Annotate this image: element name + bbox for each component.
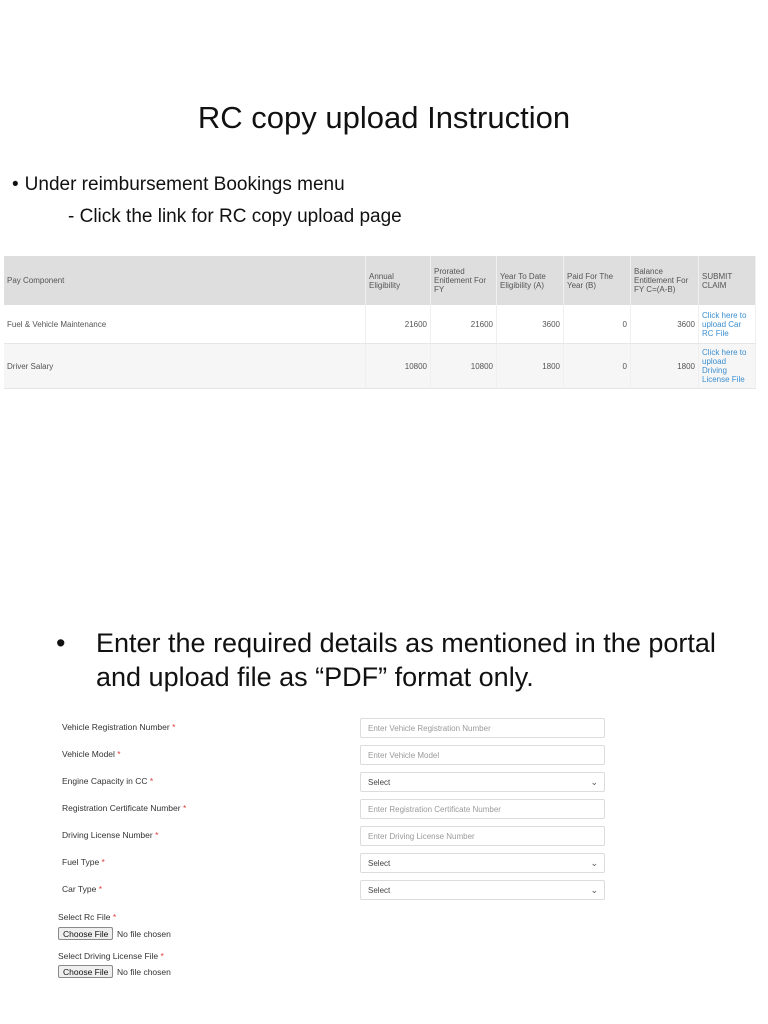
fuel-type-select[interactable]: Select ⌄ [360, 853, 605, 873]
bullet-marker: • [56, 628, 66, 658]
cell-annual-eligibility: 21600 [366, 305, 431, 344]
chevron-down-icon: ⌄ [590, 885, 598, 895]
col-header-paid-for-year: Paid For The Year (B) [564, 256, 631, 305]
cell-ytd-eligibility: 3600 [497, 305, 564, 344]
col-header-pay-component: Pay Component [4, 256, 366, 305]
vehicle-model-label: Vehicle Model * [62, 749, 121, 759]
engine-capacity-label: Engine Capacity in CC * [62, 776, 154, 786]
col-header-balance-entitlement: Balance Entitlement For FY C=(A-B) [631, 256, 699, 305]
rc-file-label: Select Rc File * [58, 912, 117, 922]
cell-pay-component: Driver Salary [4, 344, 366, 389]
registration-certificate-label: Registration Certificate Number * [62, 803, 187, 813]
driving-license-file-label: Select Driving License File * [58, 951, 164, 961]
col-header-annual-eligibility: Annual Eligibility [366, 256, 431, 305]
car-type-select[interactable]: Select ⌄ [360, 880, 605, 900]
choose-rc-file-button[interactable]: Choose File [58, 927, 113, 940]
instruction-text: Under reimbursement Bookings menu [24, 174, 345, 195]
cell-paid-for-year: 0 [564, 305, 631, 344]
instruction-bullet [12, 174, 345, 196]
chevron-down-icon: ⌄ [590, 858, 598, 868]
driving-license-input[interactable]: Enter Driving License Number [360, 826, 605, 846]
cell-prorated-entitlement: 10800 [431, 344, 497, 389]
table-row [4, 305, 756, 344]
upload-instruction-text: Enter the required details as mentioned in the portal and upload file as “PDF” format only. [96, 628, 716, 692]
vehicle-registration-label: Vehicle Registration Number * [62, 722, 176, 732]
registration-certificate-input[interactable]: Enter Registration Certificate Number [360, 799, 605, 819]
form-row-vehicle-model [62, 745, 607, 767]
col-header-prorated-entitlement: Prorated Enitlement For FY [431, 256, 497, 305]
car-type-label: Car Type * [62, 884, 103, 894]
rc-file-status: No file chosen [117, 929, 171, 939]
cell-ytd-eligibility: 1800 [497, 344, 564, 389]
bullet-marker: • [12, 174, 19, 195]
form-row-registration-certificate [62, 799, 607, 821]
vehicle-model-input[interactable]: Enter Vehicle Model [360, 745, 605, 765]
col-header-submit-claim: SUBMIT CLAIM [699, 256, 756, 305]
form-row-fuel-type [62, 853, 607, 875]
form-row-driving-license [62, 826, 607, 848]
cell-balance-entitlement: 3600 [631, 305, 699, 344]
cell-balance-entitlement: 1800 [631, 344, 699, 389]
cell-prorated-entitlement: 21600 [431, 305, 497, 344]
instruction-subitem: - Click the link for RC copy upload page [68, 206, 402, 227]
form-row-engine-capacity [62, 772, 607, 794]
claims-table [4, 256, 756, 389]
table-header-row [4, 256, 756, 305]
upload-car-rc-link[interactable]: Click here to upload Car RC File [699, 305, 756, 344]
slide-title: RC copy upload Instruction [197, 100, 571, 135]
form-row-vehicle-registration [62, 718, 607, 740]
fuel-type-label: Fuel Type * [62, 857, 105, 867]
cell-annual-eligibility: 10800 [366, 344, 431, 389]
form-row-car-type [62, 880, 607, 902]
col-header-ytd-eligibility: Year To Date Eligibility (A) [497, 256, 564, 305]
cell-paid-for-year: 0 [564, 344, 631, 389]
upload-driving-license-link[interactable]: Click here to upload Driving License File [699, 344, 756, 389]
cell-pay-component: Fuel & Vehicle Maintenance [4, 305, 366, 344]
table-row [4, 344, 756, 389]
vehicle-registration-input[interactable]: Enter Vehicle Registration Number [360, 718, 605, 738]
engine-capacity-select[interactable]: Select ⌄ [360, 772, 605, 792]
choose-driving-license-file-button[interactable]: Choose File [58, 965, 113, 978]
driving-license-label: Driving License Number * [62, 830, 159, 840]
chevron-down-icon: ⌄ [590, 777, 598, 787]
driving-license-file-status: No file chosen [117, 967, 171, 977]
